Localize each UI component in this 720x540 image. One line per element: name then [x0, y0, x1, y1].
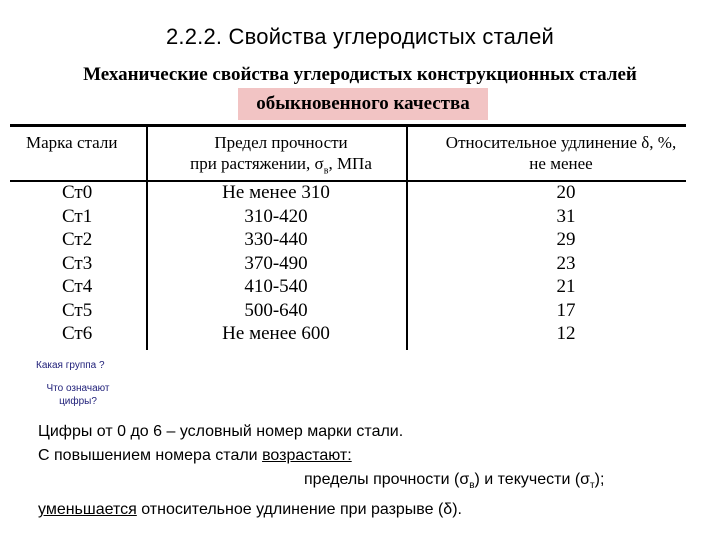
- table-column-divider-2: [406, 126, 408, 350]
- cell-elongation: 31: [556, 205, 576, 227]
- explanation-line-3-text-c: );: [594, 471, 605, 488]
- cell-grade: Ст5: [62, 299, 93, 321]
- explanation-line-2-text: С повышением номера стали: [38, 447, 263, 464]
- question-what-digits-mean: [38, 382, 118, 408]
- explanation-line-3-text-a: пределы прочности (σ: [304, 471, 470, 488]
- header-elongation: [416, 132, 706, 174]
- table-caption-line-1: Механические свойства углеродистых конструкционных сталей: [83, 64, 637, 85]
- cell-strength: Не менее 600: [222, 323, 330, 344]
- cell-strength: 410-540: [244, 276, 308, 297]
- cell-elongation: 21: [556, 276, 576, 297]
- explanation-line-3-text-b: ) и текучести (σ: [474, 471, 591, 488]
- header-strength-unit: , МПа: [328, 154, 372, 173]
- table-caption-highlight: [238, 88, 488, 120]
- explanation-line-4-text: относительное удлинение при разрыве (δ).: [136, 501, 462, 519]
- cell-grade: Ст0: [62, 182, 93, 203]
- cell-grade: Ст6: [62, 323, 93, 344]
- cell-grade: Ст4: [62, 276, 93, 297]
- cell-elongation: 17: [556, 299, 576, 321]
- explanation-line-1: Цифры от 0 до 6 – условный номер марки стали.: [38, 423, 404, 440]
- explanation-text: [38, 420, 698, 522]
- header-strength: [156, 132, 406, 181]
- cell-strength: 370-490: [244, 252, 308, 274]
- explanation-line-2: [38, 444, 698, 468]
- cell-grade: Ст3: [62, 252, 93, 274]
- cell-elongation: 12: [556, 323, 576, 344]
- table-column-divider-1: [146, 126, 148, 350]
- header-strength-line-2: [156, 153, 406, 181]
- header-elongation-line-2: не менее: [529, 154, 593, 173]
- question-line-2: цифры?: [59, 396, 97, 407]
- cell-elongation: 23: [556, 252, 576, 274]
- question-line-1: Что означают: [46, 383, 110, 394]
- question-which-group: Какая группа ?: [36, 360, 105, 371]
- cell-strength: Не менее 310: [222, 182, 330, 203]
- cell-grade: Ст2: [62, 229, 93, 250]
- header-strength-text: при растяжении, σ: [190, 154, 324, 173]
- slide-title: 2.2.2. Свойства углеродистых сталей: [165, 24, 555, 49]
- header-strength-sub: в: [323, 165, 329, 177]
- table-top-rule: [10, 124, 686, 127]
- emphasis-decrease: уменьшается: [38, 501, 137, 519]
- cell-strength: 310-420: [244, 205, 308, 227]
- sigma-b-sub: в: [469, 480, 475, 492]
- cell-elongation: 20: [556, 182, 576, 203]
- cell-strength: 330-440: [244, 229, 308, 250]
- cell-strength: 500-640: [244, 299, 308, 321]
- header-grade: Марка стали: [26, 133, 118, 152]
- emphasis-increase: возрастают:: [262, 447, 352, 464]
- sigma-t-sub: т: [590, 480, 595, 492]
- table-caption-line-2: обыкновенного качества: [256, 93, 470, 114]
- explanation-line-3: [38, 468, 698, 498]
- header-elongation-line-1: Относительное удлинение δ, %,: [445, 133, 677, 152]
- explanation-line-4: [38, 498, 698, 522]
- cell-elongation: 29: [556, 229, 576, 250]
- cell-grade: Ст1: [62, 205, 93, 227]
- header-strength-line-1: Предел прочности: [214, 133, 348, 152]
